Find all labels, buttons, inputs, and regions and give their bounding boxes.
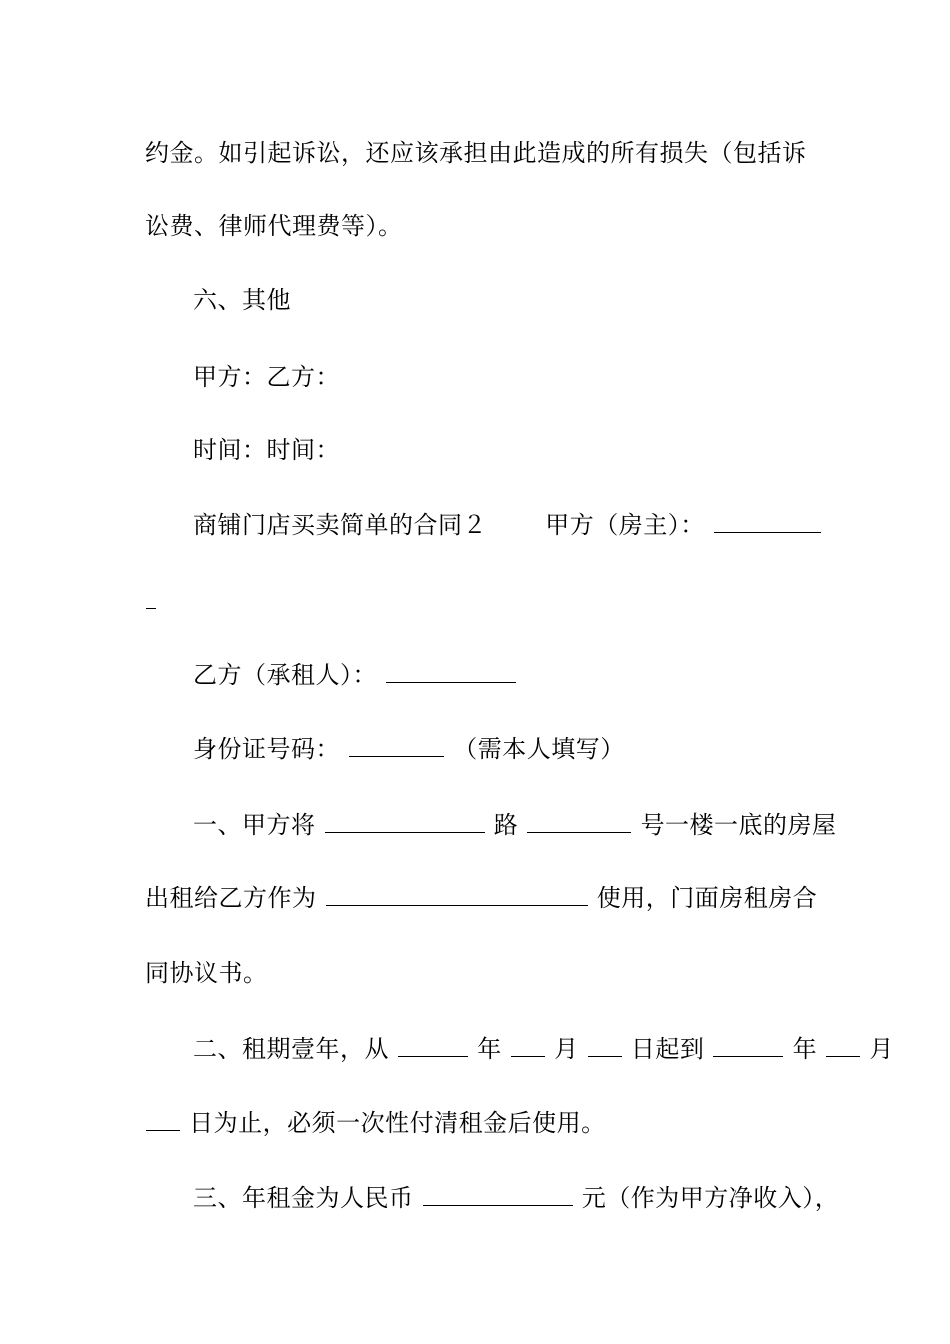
paragraph-line: [145, 211, 403, 241]
blank-continuation: [145, 586, 157, 616]
text: 号一楼一底的房屋: [640, 811, 837, 839]
party-a-label: 甲方（房主）：: [545, 511, 705, 539]
text: 路: [493, 811, 519, 839]
party-b-blank: [386, 660, 516, 683]
text: 日为止，必须一次性付清租金后使用。: [189, 1109, 606, 1137]
usage-blank: [326, 883, 588, 906]
start-month-blank: [511, 1034, 545, 1057]
signature-time-line: [193, 435, 340, 465]
number-blank: [527, 810, 631, 833]
clause-2-line: [145, 1108, 606, 1138]
clause-1-line: [193, 810, 837, 840]
contract-title-line: [193, 510, 822, 540]
text: 年: [477, 1035, 502, 1063]
text: 约金。如引起诉讼，还应该承担由此造成的所有损失（包括诉: [145, 139, 807, 167]
signature-party-line: [193, 362, 340, 392]
clause-1-line: [145, 883, 817, 913]
text: 三、年租金为人民币: [193, 1184, 414, 1212]
party-b-line: [193, 660, 517, 690]
party-b-label: 乙方（承租人）：: [193, 661, 377, 689]
party-a-blank-continued: [146, 586, 156, 609]
clause-2-line: [193, 1034, 894, 1064]
id-note: （需本人填写）: [453, 735, 625, 763]
end-year-blank: [713, 1034, 783, 1057]
text: 讼费、律师代理费等）。: [145, 212, 403, 240]
text: 年: [792, 1035, 818, 1063]
road-blank: [325, 810, 485, 833]
text: 月: [869, 1035, 894, 1063]
section-heading: [193, 285, 291, 315]
text: 月: [554, 1035, 579, 1063]
id-number-line: [193, 734, 625, 764]
id-label: 身份证号码：: [193, 735, 340, 763]
contract-title: 商铺门店买卖简单的合同２: [193, 511, 487, 539]
paragraph-line: [145, 138, 807, 168]
text: 时间：时间：: [193, 436, 340, 464]
rent-amount-blank: [423, 1183, 573, 1206]
clause-1-line: [145, 958, 268, 988]
text: 日起到: [630, 1035, 705, 1063]
id-number-blank: [349, 734, 444, 757]
text: 使用，门面房租房合: [596, 884, 818, 912]
text: 同协议书。: [145, 959, 268, 987]
text: 出租给乙方作为: [145, 884, 317, 912]
clause-3-line: [193, 1183, 839, 1213]
text: 元（作为甲方净收入），: [581, 1184, 840, 1212]
text: 二、租期壹年，从: [193, 1035, 389, 1063]
end-month-blank: [826, 1034, 860, 1057]
start-year-blank: [398, 1034, 468, 1057]
end-day-blank: [146, 1108, 180, 1131]
start-day-blank: [588, 1034, 622, 1057]
text: 甲方：乙方：: [193, 363, 340, 391]
text: 一、甲方将: [193, 811, 316, 839]
text: 六、其他: [193, 286, 291, 314]
party-a-blank: [714, 510, 821, 533]
